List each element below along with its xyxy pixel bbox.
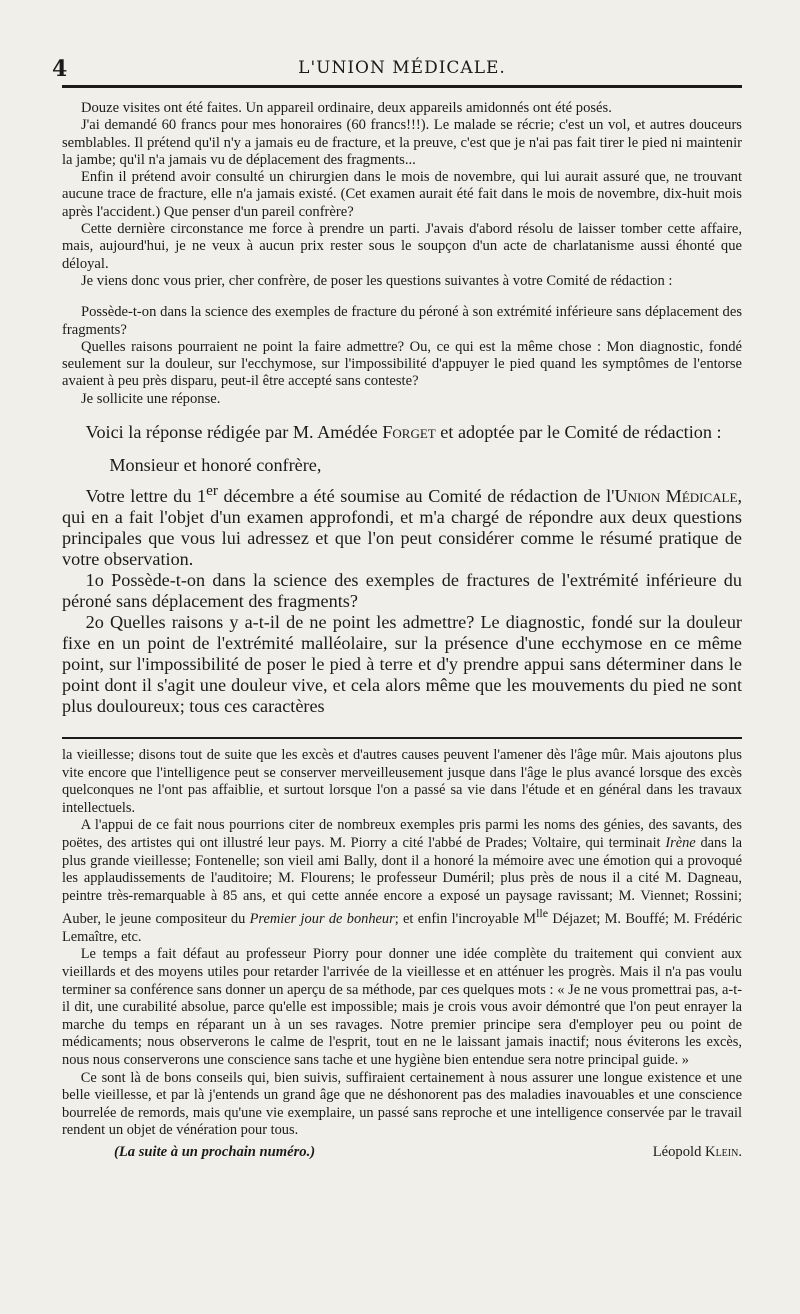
feuilleton-section [62, 747, 742, 1140]
response-intro [62, 422, 742, 443]
journal-name: Union Médicale [614, 486, 738, 507]
response-paragraph [62, 480, 742, 570]
response-text: Votre lettre du 1 [85, 486, 207, 507]
signature-line [62, 1144, 742, 1161]
feuilleton-text: A l'appui de ce fait nous pourrions citer de nombreux exemples pris parmi les noms des génies, des savants, des poëtes, des artistes qui ont illustré leur pays. M. Piorry a cité l'abbé de Prades; Voltaire, qui terminait [62, 817, 742, 852]
committee-response [62, 422, 742, 717]
signature-first-name: Léopold [652, 1143, 706, 1160]
letter-paragraph: J'ai demandé 60 francs pour mes honoraires (60 francs!!!). Le malade se récrie; c'est un vol, et autres douceurs semblables. Il prétend qu'il n'y a jamais eu de fracture, et la preuve, c'est que je n'ai pas fait tirer le pied ni maintenir la jambe; qu'il n'a jamais vu de déplacement des fragments... [62, 117, 742, 168]
to-be-continued: (La suite à un prochain numéro.) [114, 1143, 316, 1160]
letter-question-1: Possède-t-on dans la science des exemples de fracture du péroné à son extrémité inférieure sans déplacement des fragments? [62, 304, 742, 338]
title-suffix: lle [536, 906, 549, 921]
response-text: , qui en a fait l'objet d'un examen approfondi, et m'a chargé de répondre aux deux questions principales que vous lui adressez et que l'on peut considérer comme le résumé pratique de votre observation. [62, 486, 742, 570]
feuilleton-paragraph: Le temps a fait défaut au professeur Piorry pour donner une idée complète du traitement qui convient aux vieillards et des moyens utiles pour retarder l'arrivée de la vieillesse et en atténuer les progrès. Mais il n'a pas voulu terminer sa conférence sans donner un aperçu de sa méthode, par ces quelques mots : « Je ne vous promettrai pas, a-t-il dit, une curabilité absolue, parce qu'elle est impossible; mais je crois vous avoir démontré que l'on peut enrayer la marche du temps en réparant un à un ses ravages. Notre premier principe sera d'employer peu ou point de médicaments; nous observerons le calme de l'esprit, tout en ne le laissant jamais inactif; nous éviterons les excès, nous nous conserverons une conscience sans tache et une hygiène bien entendue sera notre principal guide. » [62, 946, 742, 1068]
signature-period: . [738, 1143, 742, 1160]
page-number: 4 [52, 56, 68, 82]
letter-paragraph: Cette dernière circonstance me force à prendre un parti. J'avais d'abord résolu de laisser tomber cette affaire, mais, aujourd'hui, je ne veux à aucun prix rester sous le soupçon d'un acte de charlatanisme aussi éhonté que déloyal. [62, 221, 742, 272]
work-title: Irène [665, 835, 696, 852]
response-intro-text: Voici la réponse rédigée par M. Amédée [85, 422, 383, 443]
response-text: décembre a été soumise au Comité de rédaction de l' [217, 486, 615, 507]
response-question-1: 1o Possède-t-on dans la science des exemples de fractures de l'extrémité inférieure du péroné sans déplacement des fragments? [62, 570, 742, 612]
letter-paragraph: Je viens donc vous prier, cher confrère, de poser les questions suivantes à votre Comité de rédaction : [80, 272, 673, 289]
letter-section [62, 100, 742, 408]
signature-last-name: Klein [705, 1143, 739, 1160]
feuilleton-paragraph: Ce sont là de bons conseils qui, bien suivis, suffiraient certainement à nous assurer une longue existence et une belle vieillesse, et par là j'entends un grand âge que ne déshonorent pas des maladies inavouables et une conscience bourrelée de remords, mais qu'une vie exemplaire, un passé sans reproche et une intelligence conservée par le travail rendent un objet de vénération pour tous. [62, 1069, 742, 1139]
feuilleton-text: ; et enfin l'incroyable M [394, 911, 537, 928]
response-question-2: 2o Quelles raisons y a-t-il de ne point les admettre? Le diagnostic, fondé sur la douleur fixe en un point de l'extrémité malléolaire, sur la présence d'une ecchymose en ce même point, sur l'impossibilité de poser le pied à terre et d'y prendre appui sans déterminer dans le point dont il s'agit une douleur vive, et cela alors même que les mouvements du pied ne sont plus douloureux; tous ces caractères [62, 612, 742, 717]
running-title: L'UNION MÉDICALE. [298, 58, 506, 78]
salutation: Monsieur et honoré confrère, [109, 455, 322, 476]
letter-closing: Je sollicite une réponse. [80, 390, 221, 407]
ordinal-suffix: er [206, 482, 218, 500]
feuilleton-text: dans la plus grande vieillesse; Fontenelle; son vieil ami Bally, dont il a honoré la mémoire avec une émotion qui a provoqué les applaudissements de l'auditoire; M. Flourens; le professeur Duméril; plus près de nous il a cité M. Dagneau, peintre très-remarquable à 85 ans, et qui cette année encore a exposé un paysage ravissant; M. Viennet; Rossini; Auber, le jeune compositeur du [62, 835, 742, 928]
page-header [52, 0, 742, 88]
letter-paragraph: Douze visites ont été faites. Un appareil ordinaire, deux appareils amidonnés ont été posés. [80, 100, 612, 116]
feuilleton-paragraph [62, 817, 742, 946]
response-intro-text: et adoptée par le Comité de rédaction : [435, 422, 722, 443]
letter-paragraph: Enfin il prétend avoir consulté un chirurgien dans le mois de novembre, qui lui aurait assuré que, ne trouvant aucune trace de fracture, elle n'a jamais existé. (Cet examen aurait été fait dans le mois de novembre, dix-huit mois après l'accident.) Que penser d'un pareil confrère? [62, 169, 742, 220]
letter-question-2: Quelles raisons pourraient ne point la faire admettre? Ou, ce qui est la même chose : Mon diagnostic, fondé seulement sur la douleur, sur l'ecchymose, sur l'impossibilité d'appuyer le pied quand les symptômes de l'entorse avaient à peu près disparu, peut-il être accepté sans conteste? [62, 338, 742, 390]
signature [653, 1144, 742, 1161]
author-name: Forget [382, 422, 436, 443]
work-title: Premier jour de bonheur [249, 911, 395, 928]
feuilleton-paragraph: la vieillesse; disons tout de suite que les excès et d'autres causes peuvent l'amener dès l'âge mûr. Mais ajoutons plus vite encore que l'intelligence peut se conserver merveilleusement jusque dans l'âge le plus avancé lorsque des excès quelconques ne l'ont pas affaiblie, et surtout lorsque l'on a passé sa vie dans l'étude et en général dans les travaux intellectuels. [62, 747, 742, 816]
feuilleton-divider [62, 737, 742, 739]
feuilleton-text: Déjazet; M. Bouffé; M. Frédéric Lemaître, etc. [62, 911, 742, 945]
